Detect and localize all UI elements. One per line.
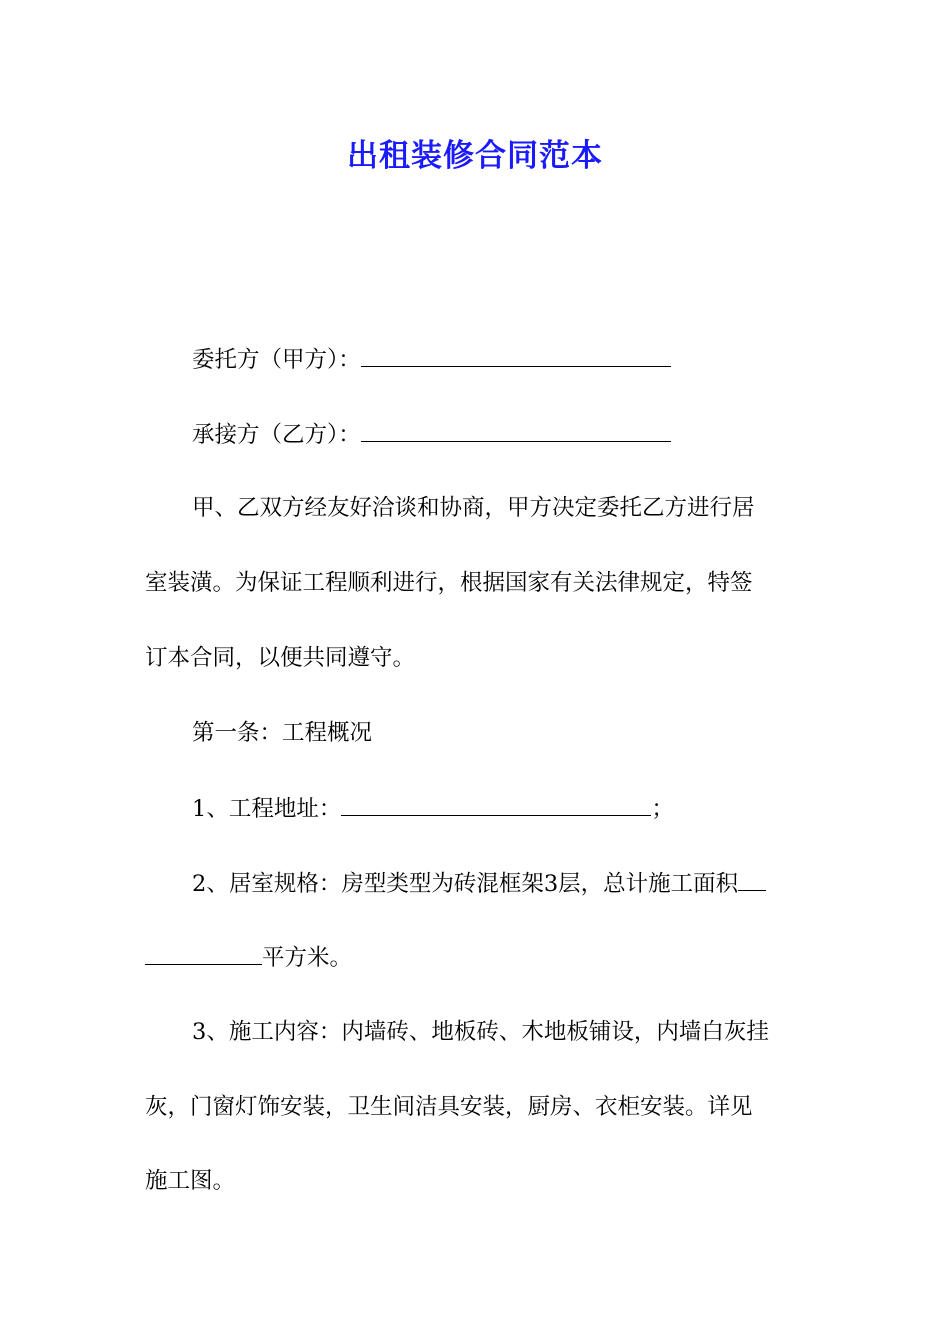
intro-line-3: 订本合同，以便共同遵守。 bbox=[145, 645, 416, 671]
item3-line-3: 施工图。 bbox=[145, 1168, 236, 1194]
party-b-label: 承接方（乙方）： bbox=[192, 422, 361, 448]
item2-blank-a bbox=[738, 868, 766, 891]
party-a-label: 委托方（甲方）： bbox=[192, 347, 361, 373]
item1-line bbox=[192, 793, 674, 824]
item2-blank-b bbox=[145, 942, 262, 965]
party-b-blank bbox=[361, 419, 671, 442]
item3-line-1: 3、施工内容：内墙砖、地板砖、木地板铺设，内墙白灰挂 bbox=[192, 1019, 769, 1045]
item2-suffix: 平方米。 bbox=[262, 945, 353, 971]
item1-label: 1、工程地址： bbox=[192, 796, 342, 822]
document-title: 出租装修合同范本 bbox=[347, 138, 603, 174]
intro-line-1: 甲、乙双方经友好洽谈和协商，甲方决定委托乙方进行居 bbox=[192, 495, 755, 521]
party-a-line bbox=[192, 344, 671, 375]
party-b-line bbox=[192, 419, 671, 450]
item2-line-1 bbox=[192, 868, 766, 899]
article1-heading: 第一条：工程概况 bbox=[192, 720, 373, 746]
intro-line-2: 室装潢。为保证工程顺利进行，根据国家有关法律规定，特签 bbox=[145, 570, 753, 596]
item3-line-2: 灰，门窗灯饰安装，卫生间洁具安装，厨房、衣柜安装。详见 bbox=[145, 1094, 753, 1120]
item1-blank bbox=[341, 793, 651, 816]
item1-suffix: ； bbox=[651, 796, 674, 822]
item2-line-2 bbox=[145, 942, 352, 973]
party-a-blank bbox=[361, 344, 671, 367]
item2-text: 2、居室规格：房型类型为砖混框架3层，总计施工面积 bbox=[192, 871, 739, 897]
